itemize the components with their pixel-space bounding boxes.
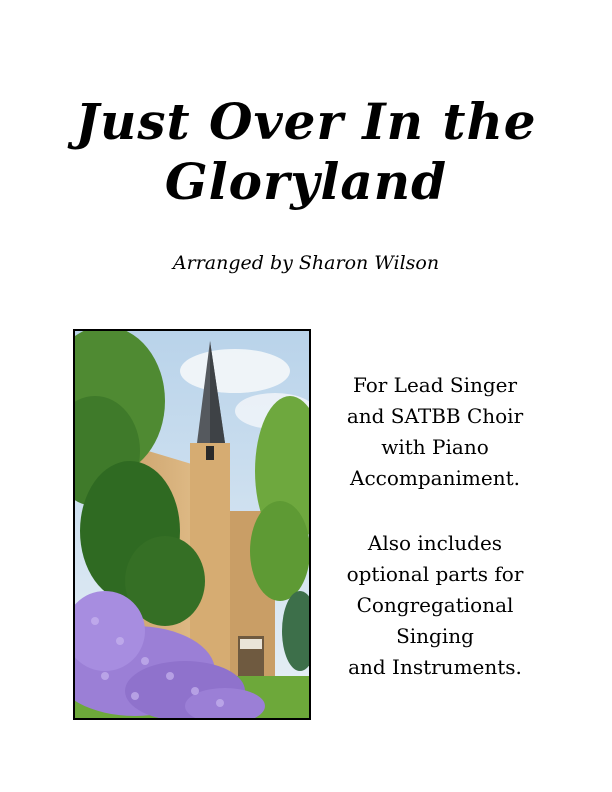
spacer bbox=[330, 494, 540, 528]
desc-line: optional parts for bbox=[346, 562, 524, 586]
desc-line: Singing bbox=[396, 624, 474, 648]
desc-line: and Instruments. bbox=[348, 655, 522, 679]
title-line-1: Just Over In the bbox=[75, 92, 537, 151]
desc-line: Accompaniment. bbox=[350, 466, 520, 490]
church-photo bbox=[73, 329, 311, 720]
desc-line: For Lead Singer bbox=[352, 373, 518, 397]
arranger-credit: Arranged by Sharon Wilson bbox=[172, 252, 440, 274]
desc-line: Also includes bbox=[367, 531, 503, 555]
arrangement-description bbox=[330, 370, 540, 683]
desc-line: and SATBB Choir bbox=[346, 404, 524, 428]
church-steeple-illustration bbox=[75, 331, 309, 718]
desc-line: with Piano bbox=[381, 435, 489, 459]
desc-line: Congregational bbox=[356, 593, 514, 617]
title-line-2: Gloryland bbox=[164, 152, 448, 211]
page-title bbox=[0, 92, 612, 212]
